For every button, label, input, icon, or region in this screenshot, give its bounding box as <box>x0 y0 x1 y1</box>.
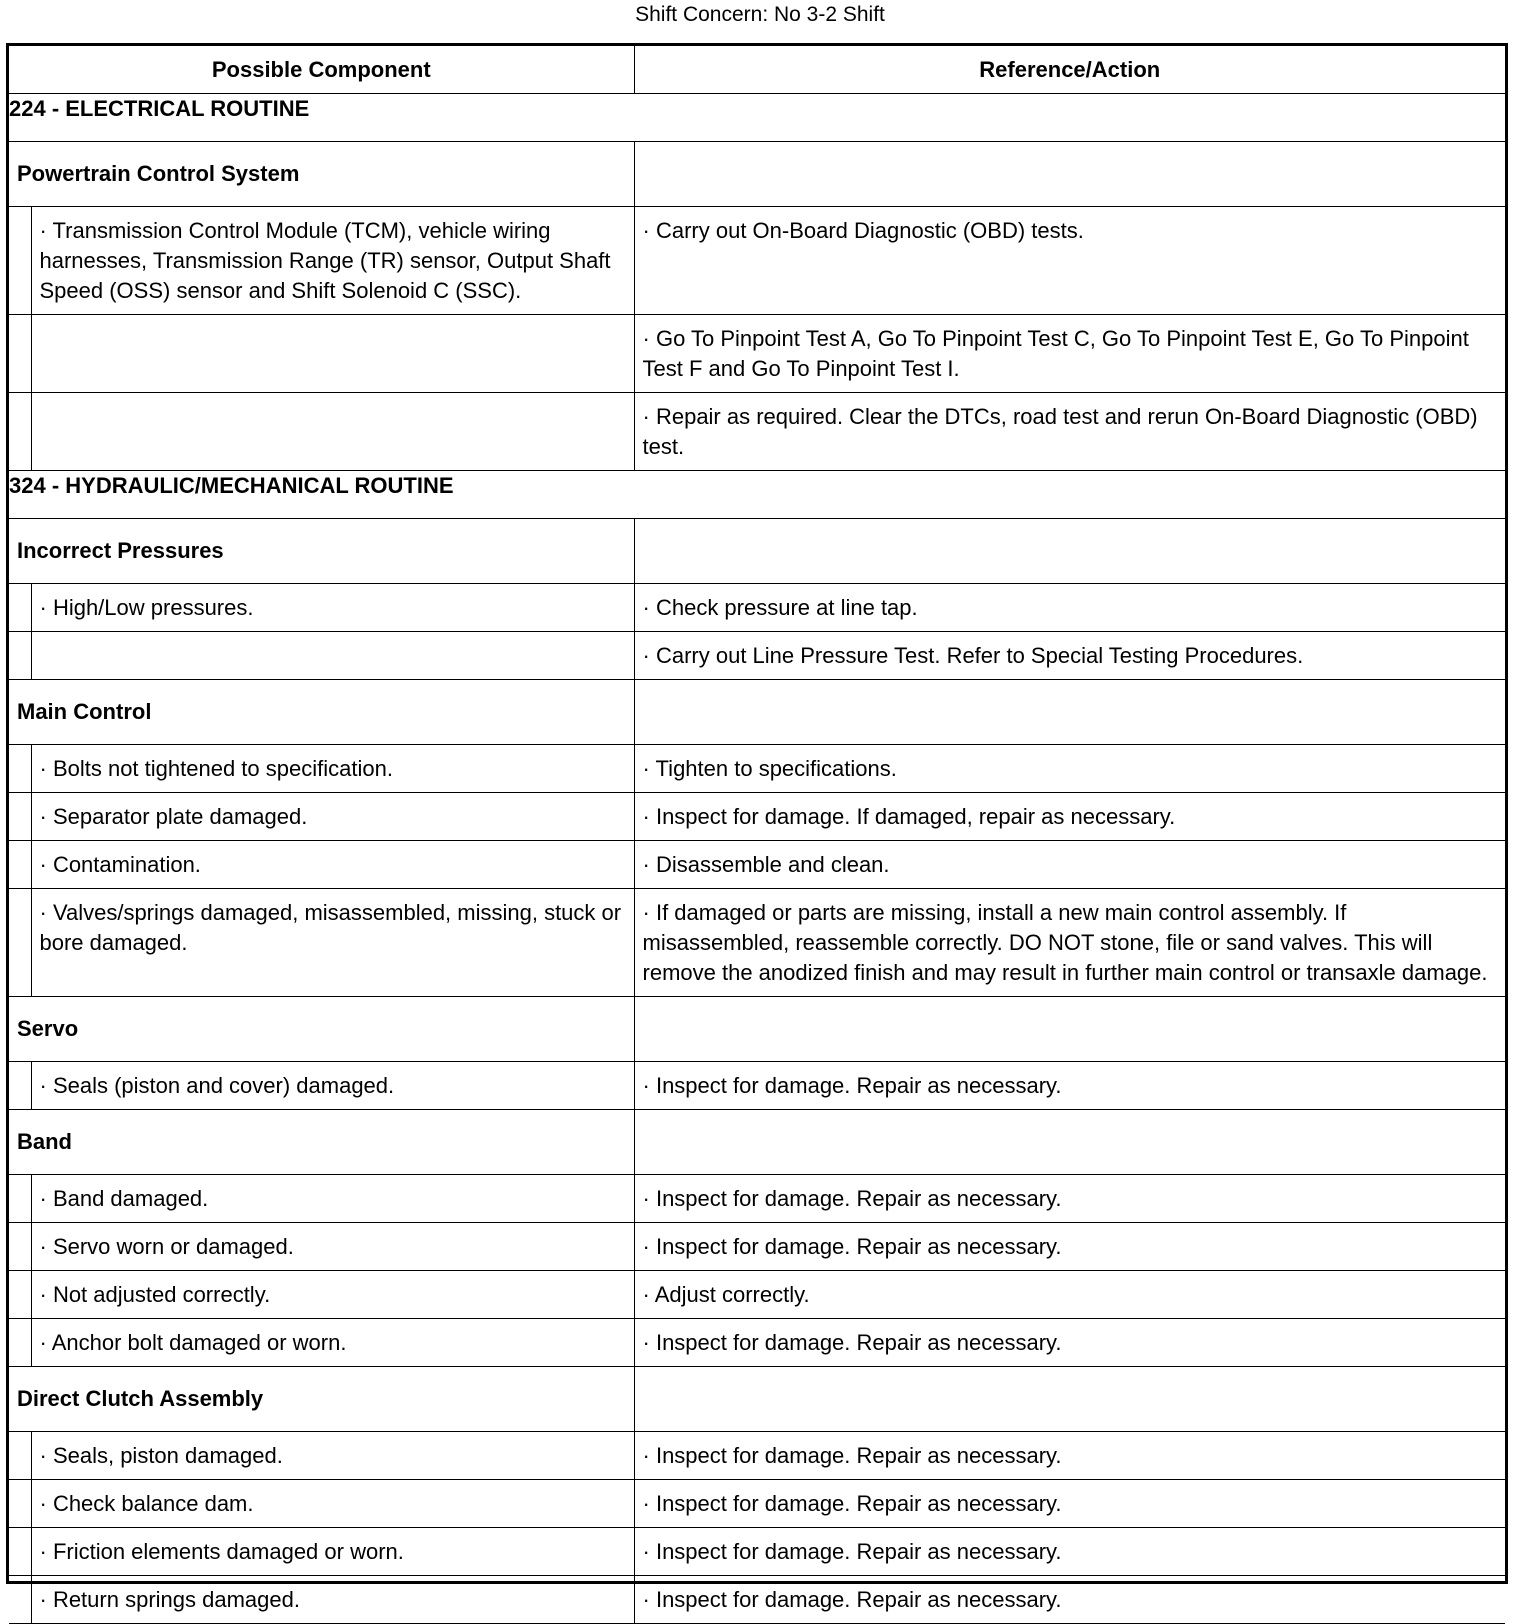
indent-cell <box>9 315 31 393</box>
indent-cell <box>9 793 31 841</box>
action-cell: · Inspect for damage. Repair as necessary. <box>634 1432 1505 1480</box>
action-cell: · Carry out On-Board Diagnostic (OBD) tests. <box>634 207 1505 315</box>
component-cell <box>31 393 634 471</box>
action-cell: · Inspect for damage. If damaged, repair as necessary. <box>634 793 1505 841</box>
indent-cell <box>9 1175 31 1223</box>
action-cell: · Carry out Line Pressure Test. Refer to Special Testing Procedures. <box>634 632 1505 680</box>
table-row <box>9 841 1505 889</box>
document-title: Shift Concern: No 3-2 Shift <box>635 3 885 26</box>
indent-cell <box>9 393 31 471</box>
component-cell: · Contamination. <box>31 841 634 889</box>
action-cell: · Adjust correctly. <box>634 1271 1505 1319</box>
table-row <box>9 207 1505 315</box>
component-cell: · Anchor bolt damaged or worn. <box>31 1319 634 1367</box>
action-cell: · Go To Pinpoint Test A, Go To Pinpoint Test C, Go To Pinpoint Test E, Go To Pinpoint Test F and Go To Pinpoint Test I. <box>634 315 1505 393</box>
action-cell: · Check pressure at line tap. <box>634 584 1505 632</box>
group-heading: Direct Clutch Assembly <box>9 1367 634 1432</box>
component-cell: · High/Low pressures. <box>31 584 634 632</box>
group-heading: Main Control <box>9 680 634 745</box>
action-cell: · Repair as required. Clear the DTCs, road test and rerun On-Board Diagnostic (OBD) test. <box>634 393 1505 471</box>
component-cell: · Friction elements damaged or worn. <box>31 1528 634 1576</box>
indent-cell <box>9 1062 31 1110</box>
indent-cell <box>9 1528 31 1576</box>
table-row <box>9 1319 1505 1367</box>
section-row <box>9 471 1505 519</box>
group-action-cell <box>634 1367 1505 1432</box>
action-cell: · Tighten to specifications. <box>634 745 1505 793</box>
group-heading: Incorrect Pressures <box>9 519 634 584</box>
table-row <box>9 1432 1505 1480</box>
component-cell: · Seals, piston damaged. <box>31 1432 634 1480</box>
table-row <box>9 393 1505 471</box>
indent-cell <box>9 584 31 632</box>
table-row <box>9 632 1505 680</box>
header-possible-component: Possible Component <box>9 46 634 94</box>
table-row <box>9 1062 1505 1110</box>
indent-cell <box>9 889 31 997</box>
table-row <box>9 1528 1505 1576</box>
action-cell: · Disassemble and clean. <box>634 841 1505 889</box>
group-row <box>9 997 1505 1062</box>
component-cell: · Band damaged. <box>31 1175 634 1223</box>
indent-cell <box>9 1223 31 1271</box>
group-heading: Servo <box>9 997 634 1062</box>
action-cell: · Inspect for damage. Repair as necessary. <box>634 1528 1505 1576</box>
indent-cell <box>9 841 31 889</box>
group-action-cell <box>634 680 1505 745</box>
table-row <box>9 793 1505 841</box>
component-cell: · Seals (piston and cover) damaged. <box>31 1062 634 1110</box>
group-row <box>9 680 1505 745</box>
table-row <box>9 315 1505 393</box>
component-cell: · Transmission Control Module (TCM), vehicle wiring harnesses, Transmission Range (TR) sensor, Output Shaft Speed (OSS) sensor and Shift Solenoid C (SSC). <box>31 207 634 315</box>
table-header-row <box>9 46 1505 94</box>
table-row <box>9 1576 1505 1624</box>
table-row <box>9 1223 1505 1271</box>
group-action-cell <box>634 1110 1505 1175</box>
group-row <box>9 1110 1505 1175</box>
indent-cell <box>9 1480 31 1528</box>
component-cell: · Servo worn or damaged. <box>31 1223 634 1271</box>
component-cell: · Separator plate damaged. <box>31 793 634 841</box>
action-cell: · Inspect for damage. Repair as necessary. <box>634 1319 1505 1367</box>
table-body <box>9 94 1505 1624</box>
action-cell: · Inspect for damage. Repair as necessary. <box>634 1175 1505 1223</box>
component-cell: · Return springs damaged. <box>31 1576 634 1624</box>
indent-cell <box>9 632 31 680</box>
group-heading: Band <box>9 1110 634 1175</box>
table-row <box>9 1480 1505 1528</box>
action-cell: · Inspect for damage. Repair as necessary. <box>634 1223 1505 1271</box>
indent-cell <box>9 207 31 315</box>
action-cell: · If damaged or parts are missing, install a new main control assembly. If misassembled, reassemble correctly. DO NOT stone, file or sand valves. This will remove the anodized finish and may result in further main control or transaxle damage. <box>634 889 1505 997</box>
group-action-cell <box>634 519 1505 584</box>
indent-cell <box>9 1432 31 1480</box>
header-reference-action: Reference/Action <box>634 46 1505 94</box>
group-heading: Powertrain Control System <box>9 142 634 207</box>
group-row <box>9 142 1505 207</box>
component-cell: · Bolts not tightened to specification. <box>31 745 634 793</box>
section-row <box>9 94 1505 142</box>
table-row <box>9 889 1505 997</box>
indent-cell <box>9 1319 31 1367</box>
diagnostic-table-frame <box>6 43 1508 1612</box>
group-row <box>9 1367 1505 1432</box>
group-action-cell <box>634 997 1505 1062</box>
action-cell: · Inspect for damage. Repair as necessary. <box>634 1062 1505 1110</box>
table-row <box>9 1271 1505 1319</box>
group-action-cell <box>634 142 1505 207</box>
table-row <box>9 745 1505 793</box>
indent-cell <box>9 1576 31 1624</box>
indent-cell <box>9 1271 31 1319</box>
section-heading: 324 - HYDRAULIC/MECHANICAL ROUTINE <box>9 471 1505 519</box>
action-cell: · Inspect for damage. Repair as necessary. <box>634 1480 1505 1528</box>
diagnostic-table <box>9 46 1505 1624</box>
table-row <box>9 584 1505 632</box>
component-cell <box>31 315 634 393</box>
table-row <box>9 1175 1505 1223</box>
component-cell <box>31 632 634 680</box>
section-heading: 224 - ELECTRICAL ROUTINE <box>9 94 1505 142</box>
component-cell: · Not adjusted correctly. <box>31 1271 634 1319</box>
indent-cell <box>9 745 31 793</box>
component-cell: · Check balance dam. <box>31 1480 634 1528</box>
action-cell: · Inspect for damage. Repair as necessary. <box>634 1576 1505 1624</box>
component-cell: · Valves/springs damaged, misassembled, missing, stuck or bore damaged. <box>31 889 634 997</box>
group-row <box>9 519 1505 584</box>
